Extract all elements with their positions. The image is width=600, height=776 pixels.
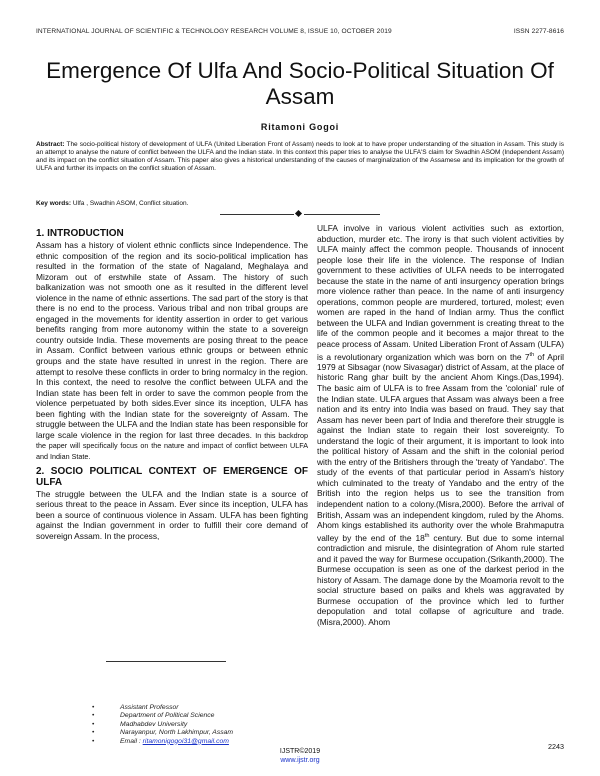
author-name: Ritamoni Gogoi — [260, 122, 340, 132]
heading-socio-political: 2. SOCIO POLITICAL CONTEXT OF EMERGENCE OF ULFA — [36, 465, 308, 488]
affiliation-item: • Madhabdev University — [100, 721, 233, 729]
section2-paragraph: The struggle between the ULFA and the Indian state is a source of serious threat to the peace in Assam. Ever since its inception, ULFA has been a source of continuous violence in Assam. ULFA has been fighting against the Indian government in order to fulfill their core demand of sovereign Assam. In the process, — [36, 488, 308, 541]
page-footer — [0, 748, 600, 765]
section-divider — [220, 211, 380, 217]
affiliation-item: • Department of Political Science — [100, 712, 233, 720]
divider-line-right — [304, 214, 380, 215]
right-text-3: century. But due to some internal contradiction and misrule, the disintegration of Ahom rule started and it paved the way for Burmese occupation.(Srikanth,2000). The Burmese occupation is seen as one of the darkest period in the history of Assam. The damage done by the Moamoria revolt to the social structure based on paiks and khels was aggravated by Burmese occupation of the province which led to further depopulation and total collapse of agriculture and trade.(Misra,2000). Ahom — [317, 532, 565, 627]
keywords — [36, 200, 188, 207]
affiliation-item: • Assistant Professor — [100, 704, 233, 712]
affiliation-item: • Narayanpur, North Lakhimpur, Assam — [100, 729, 233, 737]
affiliation-email — [100, 738, 233, 746]
right-paragraph — [317, 223, 564, 627]
superscript-th-2: th — [424, 532, 430, 539]
abstract-label: Abstract: — [36, 141, 65, 148]
email-link[interactable]: ritamonigogoi31@gmail.com — [142, 737, 229, 745]
intro-backdrop-text: In this backdrop the paper will specifically focus on the nature and impact of conflict between ULFA and Indian State. — [36, 430, 308, 462]
intro-paragraph — [36, 240, 308, 462]
left-column — [36, 228, 308, 545]
journal-name: INTERNATIONAL JOURNAL OF SCIENTIFIC & TECHNOLOGY RESEARCH VOLUME 8, ISSUE 10, OCTOBER 2019 — [36, 28, 392, 35]
divider-line-left — [220, 214, 294, 215]
right-column — [317, 223, 564, 631]
paper-title: Emergence Of Ulfa And Socio-Political Situation Of Assam — [46, 58, 554, 109]
superscript-th-1: th — [529, 351, 535, 358]
diamond-icon — [295, 210, 302, 217]
heading-introduction: 1. INTRODUCTION — [36, 228, 124, 239]
abstract — [36, 141, 564, 173]
keywords-text: Ulfa , Swadhin ASOM, Conflict situation. — [72, 200, 189, 207]
issn: ISSN 2277-8616 — [513, 28, 564, 35]
page-number: 2243 — [548, 742, 564, 751]
author-affiliation — [100, 704, 233, 746]
footnote-separator — [106, 661, 226, 662]
intro-text: Assam has a history of violent ethnic conflicts since Independence. The ethnic composition of the region and its socio-political implication has resulted in the formation of the state of Nagaland, Meghalaya and Mizoram out of erstwhile state of Assam. The history of such balkanization was not smooth one as it resulted in the different level violence in the name of ethnic assertions. The sad part of the story is that there is no end to the process. Various tribal and non tribal groups are engaged in the movements for identity assertion in order to get various benefits ranging from more autonomy within the state to a sovereign country outside India. These movements are posing threat to the peace in Assam. Conflict between various ethnic groups or between ethnic groups and the state have resulted in unrest in the region. There are attempt to resolve these conflicts in order to bring normalcy in the region. In this context, the need to resolve the conflict between ULFA and the Indian state has been felt in order to save the common people from the violence perpetuated by both sides.Ever since its inception, ULFA has been fighting with the Indian state for the sovereignty of Assam. The struggle between the ULFA and the Indian state has been responsible for large scale violence in the region for last three decades. — [36, 240, 308, 440]
right-text-2: of April 1979 at Sibsagar (now Sivasagar) district of Assam, at the place of historic Rang ghar built by the ancient Ahom Kings.(Das,1994). The basic aim of ULFA is to free Assam from the 'colonial' rule of the Indian state. ULFA argues that Assam was always been a free nation and its entry into India was based on fraud. They say that Assam has never been part of India and therefore their struggle is against the Indian state to regain their lost sovereignty. To understand the logic of their argument, it is important to look into the political history of Assam and the shift in the colonial period with the entry of the Britishers through the 'treaty of Yandabo'. The study of the events of that particular period in Assam's history which culminated to the treaty of Yandabo and the entry of the British into the region helps us to see the transition from independent nation to a colony.(Misra,2000). Before the arrival of British, Assam was an independent kingdom, ruled by the Ahoms. Ahom kings established its authority over the whole Brahmaputra valley by the end of the 18 — [317, 351, 564, 543]
email-label: Email : — [120, 737, 143, 745]
right-text-1: ULFA involve in various violent activities such as extortion, abduction, murder etc. The irony is that such violent activities by ULFA mainly affect the common people. Thousands of innocent people lose their life in the violence. The response of Indian government to these activities of ULFA needs to be interrogated because the state in the name of anti insurgency operation brings more violence rather than peace. In the name of anti insurgency operations, common people are murdered, tortured, molest; even women are raped in the hand of Indian army. Thus the conflict between the ULFA and Indian government is creating threat to the life of the common people and it becomes a major threat to the peace process of Assam. United Liberation Front of Assam (ULFA) is a revolutionary organization which was born on the 7 — [317, 223, 564, 362]
keywords-label: Key words: — [36, 200, 72, 207]
abstract-text: The socio-political history of development of ULFA (United Liberation Front of Assam) needs to look at to have proper understanding of the situation in Assam. This study is an attempt to analyse the nature of conflict between the ULFA and the Indian state. In this context this paper tries to analyse the ULFA'S claim for Swadhin ASOM (Independent Assam) and its impact on the conflict situation of Assam. This paper also gives a historical understanding of the causes of marginalization of the Assamese and its implication for the growth of ULFA and further its impacts on the conflict situation of Assam. — [36, 141, 564, 172]
footer-url[interactable]: www.ijstr.org — [280, 756, 320, 764]
running-header — [36, 28, 564, 35]
footer-copyright: IJSTR©2019 — [279, 748, 321, 755]
